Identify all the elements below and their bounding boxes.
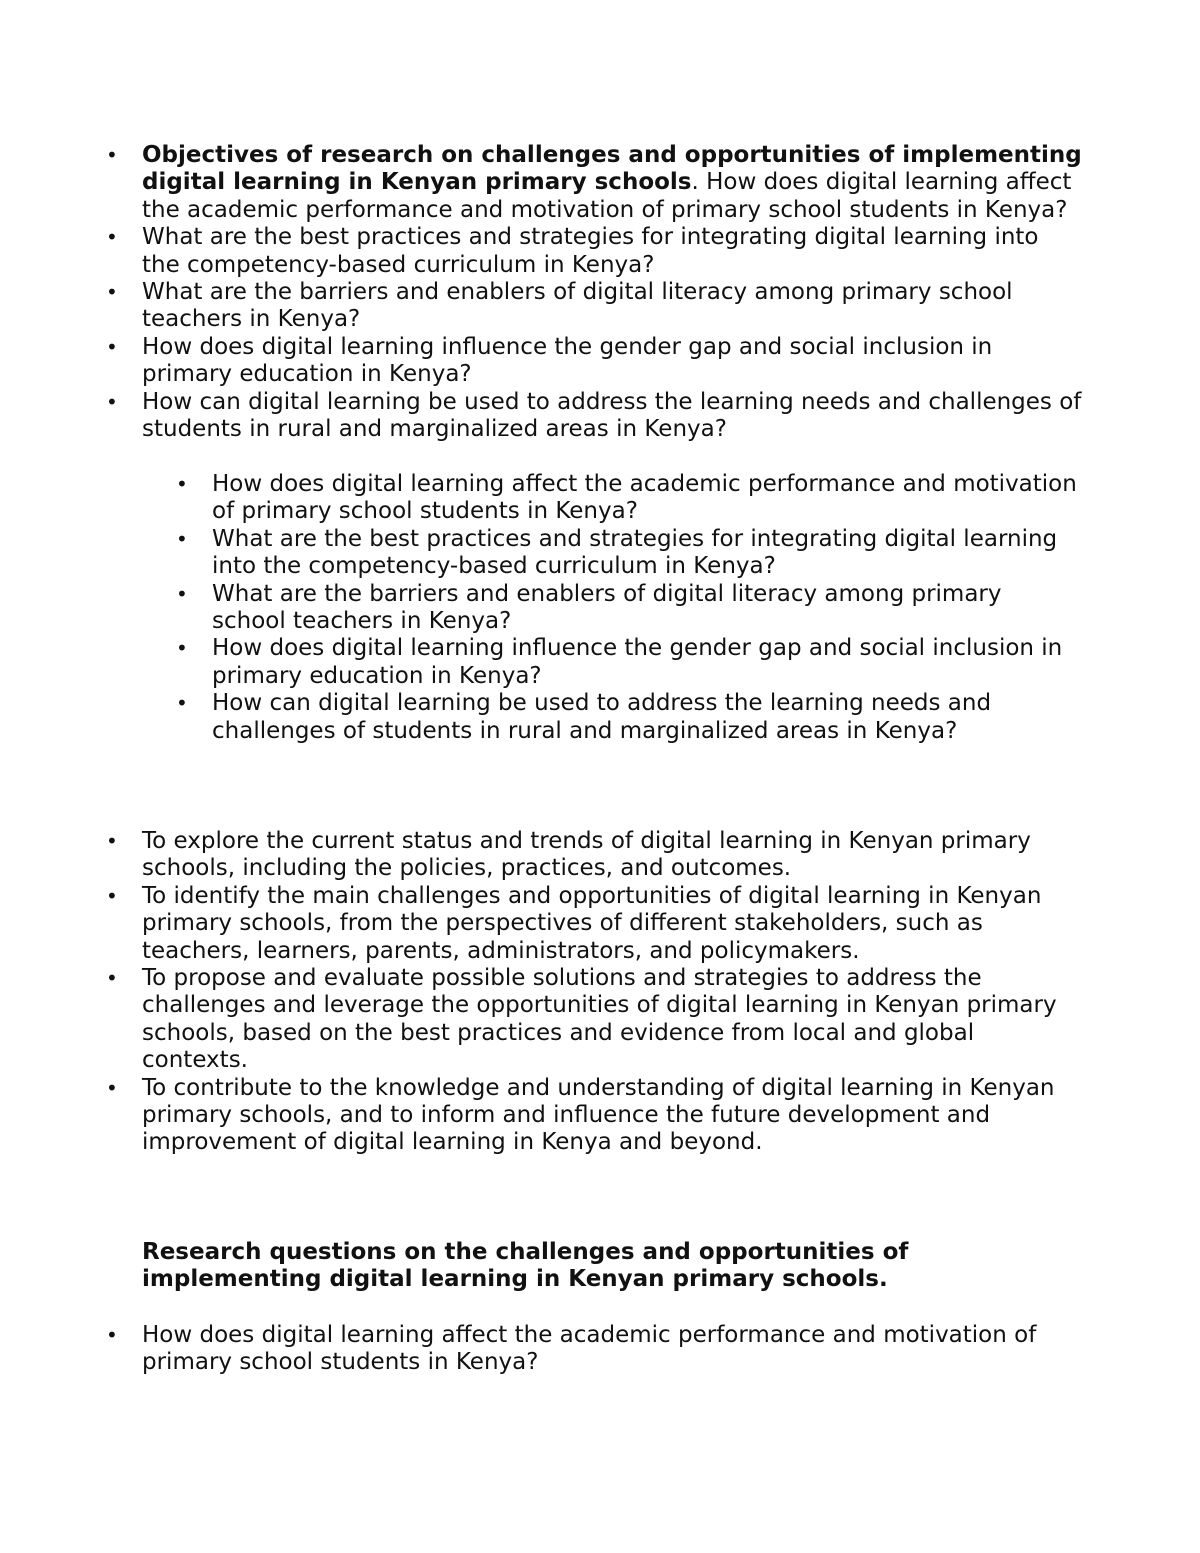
list-item: • How does digital learning influence the gender gap and social inclusion in primary education in Kenya? bbox=[142, 334, 1082, 389]
list-item: • How does digital learning influence the gender gap and social inclusion in primary education in Kenya? bbox=[212, 635, 1082, 690]
research-questions-list bbox=[142, 1322, 1082, 1377]
aims-list bbox=[142, 828, 1082, 1157]
list-item: • What are the best practices and strategies for integrating digital learning into the competency-based curriculum in Kenya? bbox=[212, 526, 1082, 581]
list-item: • To identify the main challenges and opportunities of digital learning in Kenyan primary schools, from the perspectives of different stakeholders, such as teachers, learners, parents, administrators, and policymakers. bbox=[142, 883, 1082, 965]
list-item: • What are the barriers and enablers of digital literacy among primary school teachers in Kenya? bbox=[212, 581, 1082, 636]
list-item: • What are the best practices and strategies for integrating digital learning into the competency-based curriculum in Kenya? bbox=[142, 224, 1082, 279]
list-item-text: . How does digital learning affect the academic performance and motivation of primary school students in Kenya? bbox=[142, 169, 1072, 223]
list-item: • To contribute to the knowledge and understanding of digital learning in Kenyan primary schools, and to inform and influence the future development and improvement of digital learning in Kenya and beyond. bbox=[142, 1075, 1082, 1157]
list-item: • How does digital learning affect the academic performance and motivation of primary school students in Kenya? bbox=[212, 471, 1082, 526]
list-item: • How can digital learning be used to address the learning needs and challenges of students in rural and marginalized areas in Kenya? bbox=[212, 690, 1082, 745]
list-item: • How can digital learning be used to address the learning needs and challenges of students in rural and marginalized areas in Kenya? bbox=[142, 389, 1082, 444]
list-item: • To propose and evaluate possible solutions and strategies to address the challenges and leverage the opportunities of digital learning in Kenyan primary schools, based on the best practices and evidence from local and global contexts. bbox=[142, 965, 1082, 1075]
research-questions-heading: Research questions on the challenges and opportunities of implementing digital learning in Kenyan primary schools. bbox=[142, 1239, 909, 1293]
objectives-title: Objectives of research on challenges and opportunities of implementing digital learning in Kenyan primary schools bbox=[142, 142, 1082, 196]
nested-questions-list bbox=[212, 471, 1082, 745]
list-item: • To explore the current status and trends of digital learning in Kenyan primary schools, including the policies, practices, and outcomes. bbox=[142, 828, 1082, 883]
list-item: • What are the barriers and enablers of digital literacy among primary school teachers in Kenya? bbox=[142, 279, 1082, 334]
list-item bbox=[142, 142, 1082, 224]
list-item: • How does digital learning affect the academic performance and motivation of primary school students in Kenya? bbox=[142, 1322, 1082, 1377]
objectives-list bbox=[142, 142, 1082, 443]
